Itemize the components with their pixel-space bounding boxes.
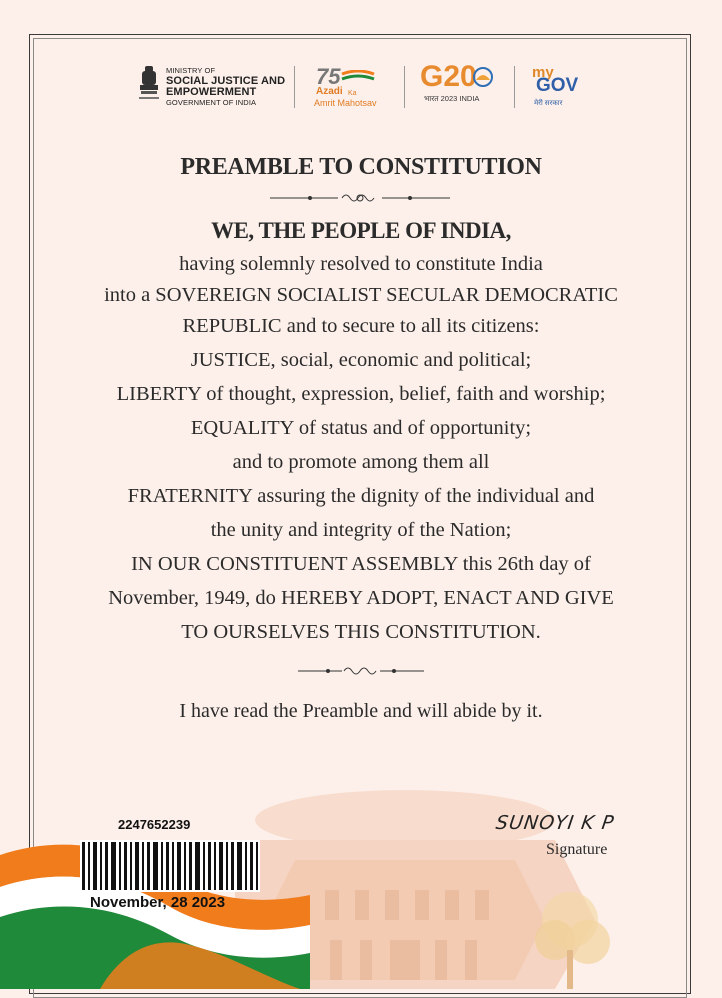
azadi-flag-icon — [340, 70, 376, 84]
g20-logo — [418, 62, 500, 110]
g20-caption: भारत 2023 INDIA — [424, 94, 480, 103]
azadi-word1: Azadi — [316, 86, 343, 97]
g20-mark: G20 — [420, 60, 477, 93]
barcode-image — [80, 840, 260, 892]
preamble-line: EQUALITY of status and of opportunity; — [190, 417, 532, 439]
preamble-line: and to promote among them all — [232, 451, 490, 473]
preamble-line: November, 1949, do HEREBY ADOPT, ENACT AND GIVE — [108, 587, 614, 609]
mygov-gov: GOV — [536, 75, 579, 96]
preamble-line: the unity and integrity of the Nation; — [210, 519, 512, 541]
preamble-subtitle: WE, THE PEOPLE OF INDIA, — [211, 218, 511, 243]
ministry-line2: SOCIAL JUSTICE AND — [166, 74, 286, 87]
ministry-line3: EMPOWERMENT — [166, 85, 257, 98]
pledge-text: I have read the Preamble and will abide by it. — [179, 700, 543, 722]
mygov-my: my — [532, 64, 554, 81]
national-emblem-icon — [136, 64, 162, 108]
azadi-word3: Amrit Mahotsav — [314, 98, 377, 108]
preamble-line: JUSTICE, social, economic and political; — [190, 349, 532, 371]
tree-image — [520, 880, 620, 989]
azadi-word2: Ka — [348, 90, 357, 97]
divider-flourish-icon — [298, 664, 424, 678]
preamble-line: having solemnly resolved to constitute India — [179, 253, 543, 275]
certificate-number: 2247652239 — [118, 817, 191, 832]
lotus-icon — [472, 66, 494, 88]
mygov-logo — [532, 64, 592, 110]
logo-divider — [404, 66, 405, 108]
azadi-number: 75 — [316, 64, 341, 89]
preamble-line: REPUBLIC and to secure to all its citizens: — [182, 315, 540, 337]
logo-divider — [514, 66, 515, 108]
preamble-line: FRATERNITY assuring the dignity of the individual and — [127, 485, 595, 507]
preamble-body — [40, 248, 682, 649]
divider-flourish-icon — [270, 191, 450, 205]
logo-divider — [294, 66, 295, 108]
ministry-line4: GOVERNMENT OF INDIA — [166, 97, 257, 107]
preamble-line: into a SOVEREIGN SOCIALIST SECULAR DEMOCRATIC — [104, 284, 618, 306]
azadi-logo — [310, 64, 382, 110]
mygov-caption: मेरी सरकार — [534, 100, 563, 107]
preamble-line: LIBERTY of thought, expression, belief, faith and worship; — [116, 383, 606, 405]
signature-name: SUNOYI K P — [494, 812, 616, 834]
preamble-line: IN OUR CONSTITUENT ASSEMBLY this 26th day of — [131, 553, 591, 575]
signature-label: Signature — [546, 841, 608, 858]
certificate-date: November, 28 2023 — [90, 894, 226, 911]
ministry-line1: MINISTRY OF — [166, 66, 216, 75]
ministry-logo-text — [166, 66, 285, 107]
logo-bar — [0, 62, 722, 112]
page-title: PREAMBLE TO CONSTITUTION — [180, 154, 542, 180]
preamble-line: TO OURSELVES THIS CONSTITUTION. — [181, 621, 541, 643]
